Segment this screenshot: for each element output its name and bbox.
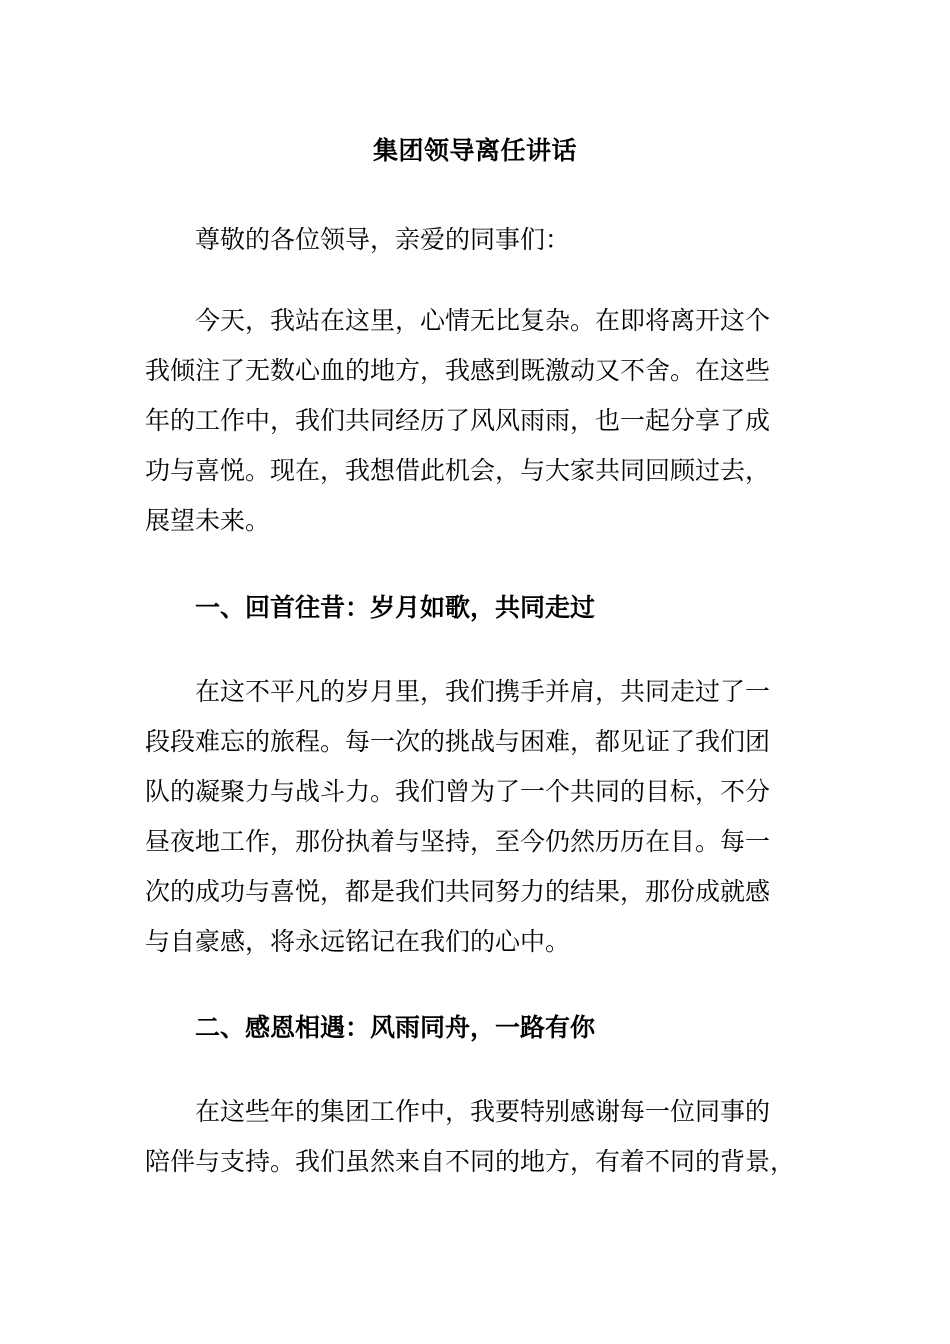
paragraph-line: 段段难忘的旅程。每一次的挑战与困难，都见证了我们团 [145, 727, 771, 756]
paragraph-line: 在这些年的集团工作中，我要特别感谢每一位同事的 [195, 1097, 771, 1126]
paragraph-line: 在这不平凡的岁月里，我们携手并肩，共同走过了一 [195, 677, 771, 706]
paragraph-line: 陪伴与支持。我们虽然来自不同的地方，有着不同的背景， [145, 1147, 796, 1176]
section-2-paragraph [145, 1087, 795, 1187]
salutation-line: 尊敬的各位领导，亲爱的同事们： [195, 225, 571, 254]
heading-line: 二、感恩相遇：风雨同舟，一路有你 [195, 1013, 596, 1042]
paragraph-line: 队的凝聚力与战斗力。我们曾为了一个共同的目标，不分 [145, 777, 771, 806]
salutation-paragraph [145, 215, 795, 265]
document-title: 集团领导离任讲话 [372, 136, 577, 165]
paragraph-line: 功与喜悦。现在，我想借此机会，与大家共同回顾过去， [145, 456, 771, 485]
section-heading-1 [145, 583, 795, 633]
paragraph-line: 昼夜地工作，那份执着与坚持，至今仍然历历在目。每一 [145, 827, 771, 856]
paragraph-line: 今天，我站在这里，心情无比复杂。在即将离开这个 [195, 306, 771, 335]
paragraph-line: 与自豪感，将永远铭记在我们的心中。 [145, 927, 571, 956]
paragraph-line: 我倾注了无数心血的地方，我感到既激动又不舍。在这些 [145, 356, 771, 385]
section-1-paragraph [145, 667, 795, 967]
intro-paragraph [145, 296, 795, 546]
heading-line: 一、回首往昔：岁月如歌，共同走过 [195, 593, 596, 622]
paragraph-line: 年的工作中，我们共同经历了风风雨雨，也一起分享了成 [145, 406, 771, 435]
paragraph-line: 展望未来。 [145, 506, 271, 535]
section-heading-2 [145, 1003, 795, 1053]
paragraph-line: 次的成功与喜悦，都是我们共同努力的结果，那份成就感 [145, 877, 771, 906]
